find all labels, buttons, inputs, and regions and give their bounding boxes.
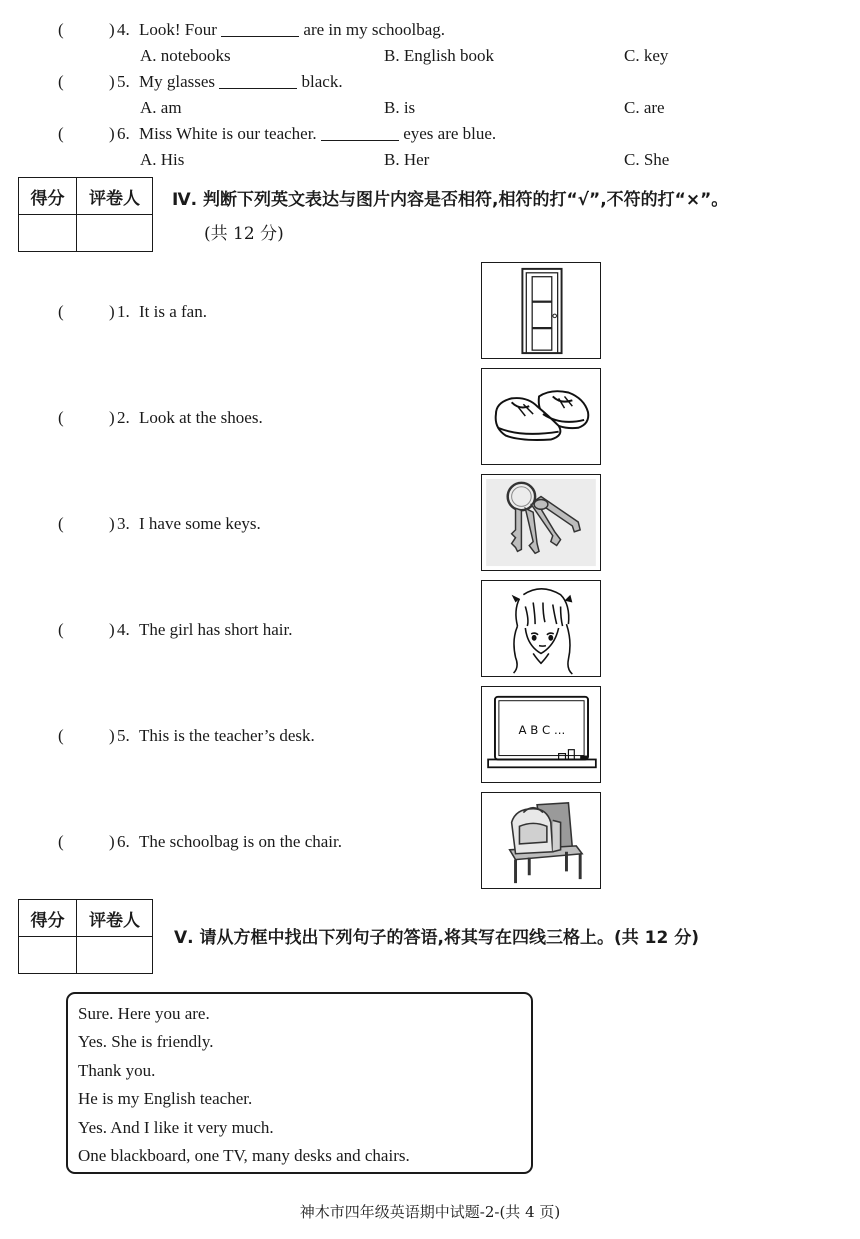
question-number: 5. <box>117 72 130 91</box>
question-number: 4. <box>117 20 130 39</box>
answer-paren-close: ) <box>109 72 115 91</box>
answer-option: One blackboard, one TV, many desks and chairs. <box>78 1146 410 1165</box>
answer-paren-open: ( <box>58 124 64 143</box>
item-number: 5. <box>117 726 130 745</box>
answer-option: He is my English teacher. <box>78 1089 253 1108</box>
item-text: The schoolbag is on the chair. <box>139 832 343 851</box>
blackboard-icon <box>481 686 601 783</box>
score-label: 得分 <box>19 178 77 215</box>
score-cell[interactable] <box>19 937 77 974</box>
option-b: B. English book <box>384 46 495 65</box>
option-a: A. am <box>140 98 182 117</box>
option-b: B. Her <box>384 150 430 169</box>
question-number: 6. <box>117 124 130 143</box>
answer-blank <box>321 124 399 141</box>
answer-paren-close: ) <box>109 124 115 143</box>
answer-paren-close: ) <box>109 20 115 39</box>
answer-paren-open: ( <box>58 620 64 639</box>
answer-option: Yes. And I like it very much. <box>78 1118 274 1137</box>
answer-paren-open: ( <box>58 514 64 533</box>
section-4-points: (共 12 分) <box>204 224 284 244</box>
section-4-heading: Ⅳ. 判断下列英文表达与图片内容是否相符,相符的打“√”,不符的打“×”。 <box>172 190 729 210</box>
answer-option: Sure. Here you are. <box>78 1004 210 1023</box>
blackboard-text: A B C ... <box>518 723 566 738</box>
girl-icon <box>481 580 601 677</box>
shoes-icon <box>481 368 601 465</box>
answer-paren-open: ( <box>58 72 64 91</box>
score-label: 得分 <box>19 900 77 937</box>
answer-paren-open: ( <box>58 20 64 39</box>
answer-option: Thank you. <box>78 1061 156 1080</box>
answer-paren-close: ) <box>109 726 115 745</box>
schoolbag-chair-icon <box>481 792 601 889</box>
item-number: 4. <box>117 620 130 639</box>
answer-paren-close: ) <box>109 514 115 533</box>
answer-blank <box>221 20 299 37</box>
answer-paren-close: ) <box>109 408 115 427</box>
grader-cell[interactable] <box>77 937 153 974</box>
answer-word-box <box>66 992 533 1174</box>
question-stem: My glasses black. <box>139 72 343 91</box>
question-stem: Look! Four are in my schoolbag. <box>139 20 446 39</box>
option-c: C. She <box>624 150 670 169</box>
score-table <box>18 899 153 974</box>
answer-option: Yes. She is friendly. <box>78 1032 214 1051</box>
page-footer: 神木市四年级英语期中试题-2-(共 4 页) <box>299 1203 561 1221</box>
keys-icon <box>481 474 601 571</box>
door-icon <box>481 262 601 359</box>
answer-paren-close: ) <box>109 302 115 321</box>
answer-paren-open: ( <box>58 726 64 745</box>
answer-paren-open: ( <box>58 408 64 427</box>
section-5-heading: Ⅴ. 请从方框中找出下列句子的答语,将其写在四线三格上。(共 12 分) <box>174 928 700 948</box>
score-cell[interactable] <box>19 215 77 252</box>
item-text: Look at the shoes. <box>139 408 263 427</box>
item-text: It is a fan. <box>139 302 207 321</box>
option-a: A. notebooks <box>140 46 231 65</box>
question-stem: Miss White is our teacher. eyes are blue. <box>139 124 497 143</box>
answer-paren-open: ( <box>58 832 64 851</box>
item-text: This is the teacher’s desk. <box>139 726 315 745</box>
item-number: 6. <box>117 832 130 851</box>
option-a: A. His <box>140 150 185 169</box>
item-number: 1. <box>117 302 130 321</box>
item-number: 3. <box>117 514 130 533</box>
item-number: 2. <box>117 408 130 427</box>
item-text: I have some keys. <box>139 514 261 533</box>
option-b: B. is <box>384 98 416 117</box>
score-table <box>18 177 153 252</box>
grader-label: 评卷人 <box>77 900 153 937</box>
option-c: C. are <box>624 98 665 117</box>
grader-cell[interactable] <box>77 215 153 252</box>
item-text: The girl has short hair. <box>139 620 293 639</box>
grader-label: 评卷人 <box>77 178 153 215</box>
answer-paren-close: ) <box>109 620 115 639</box>
option-c: C. key <box>624 46 669 65</box>
answer-blank <box>219 72 297 89</box>
answer-paren-close: ) <box>109 832 115 851</box>
answer-paren-open: ( <box>58 302 64 321</box>
